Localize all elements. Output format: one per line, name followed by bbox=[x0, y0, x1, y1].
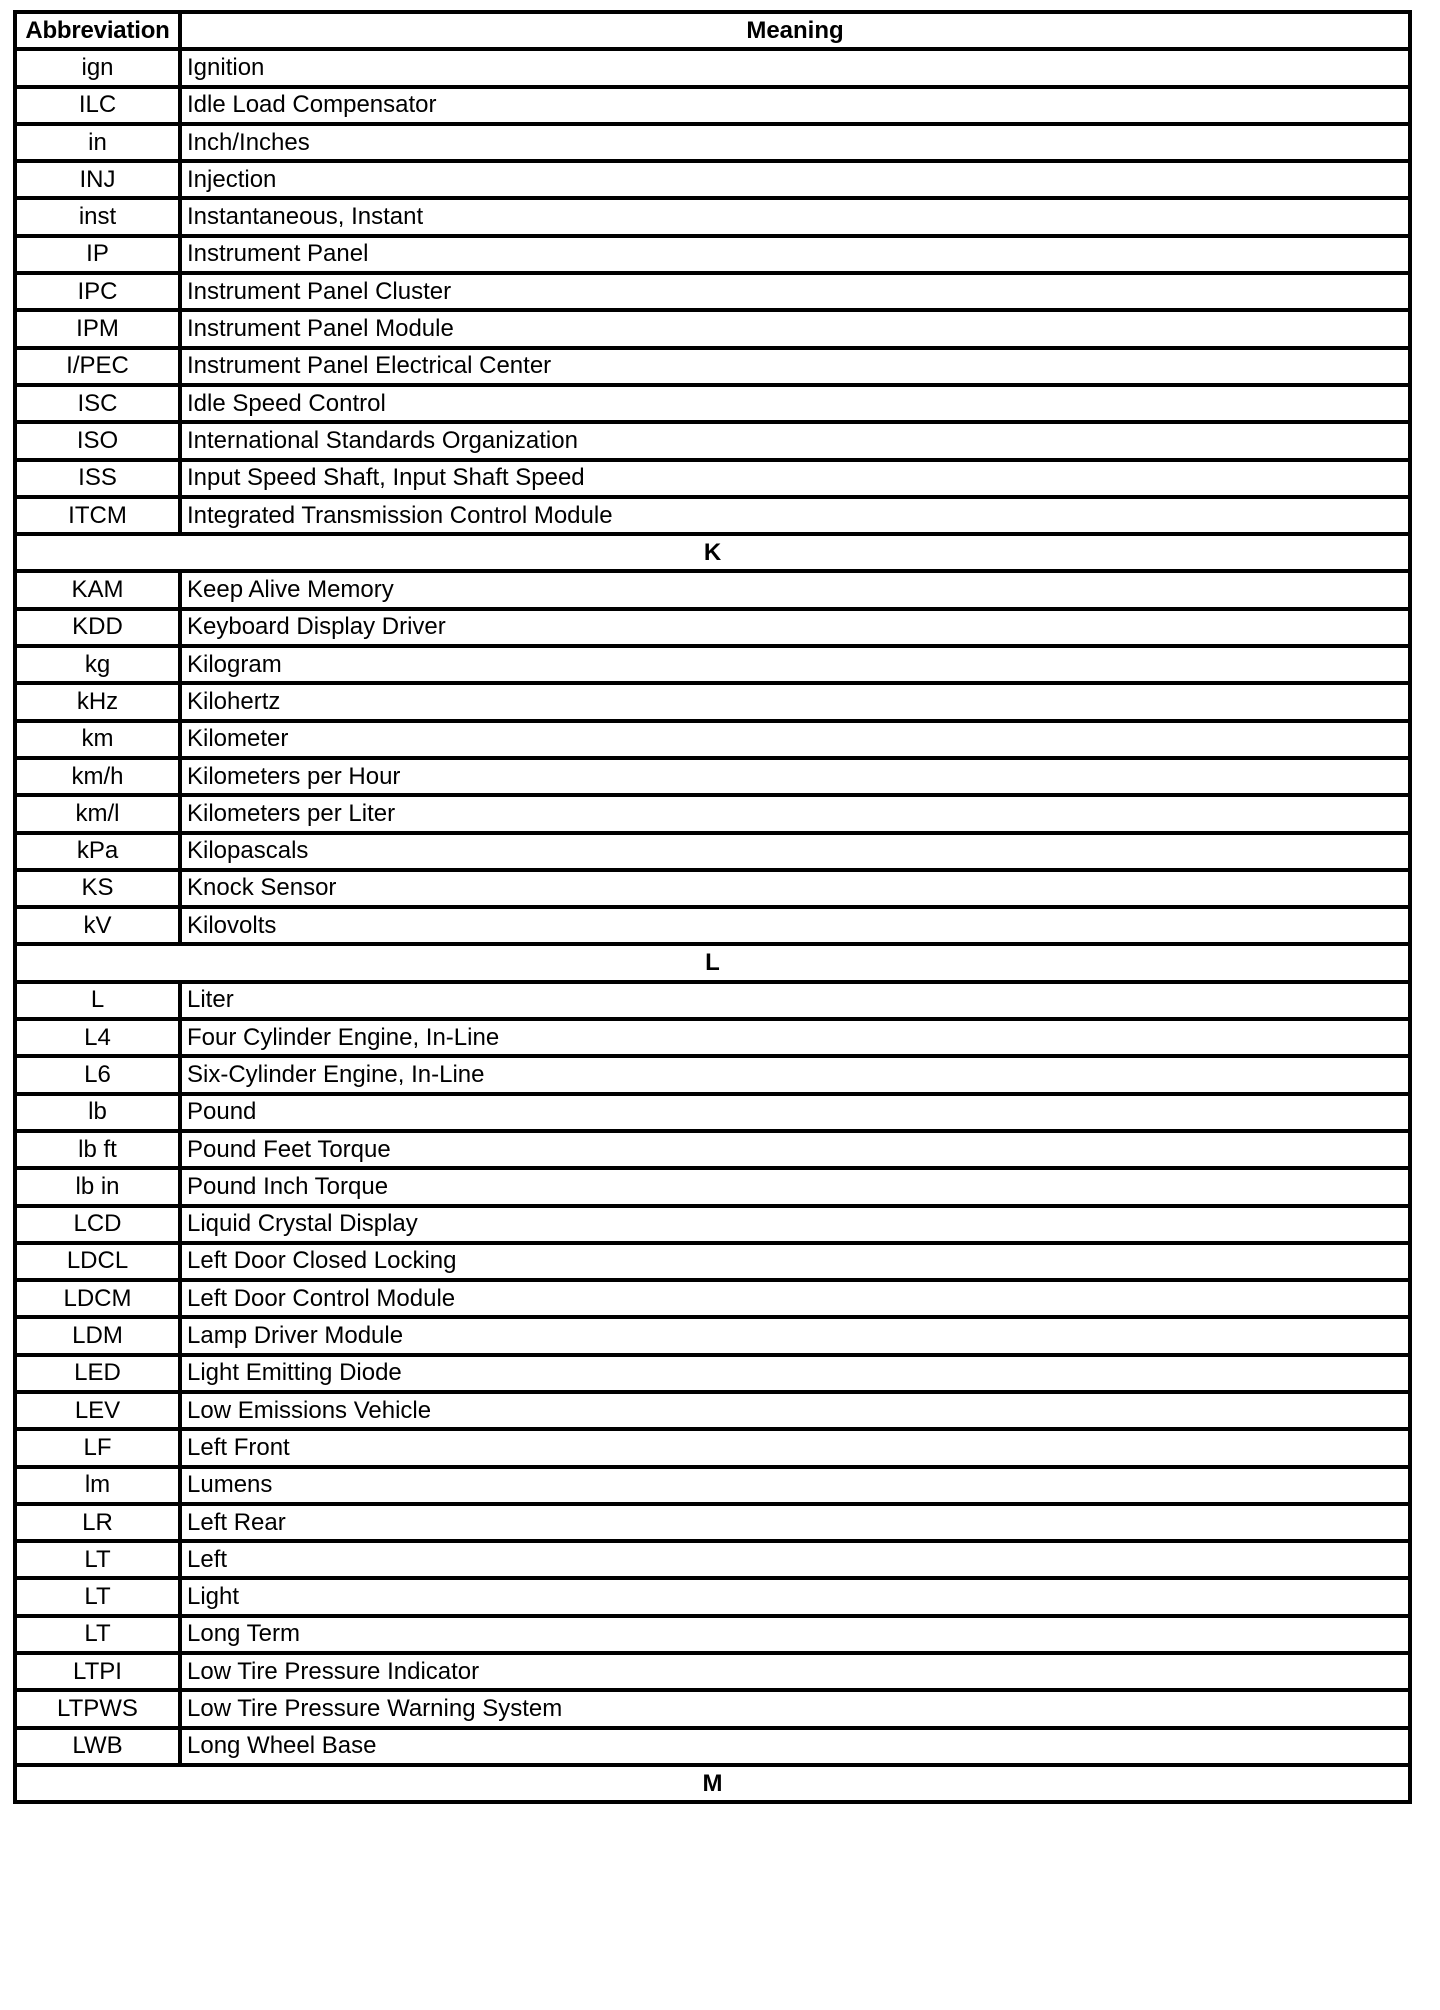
section-letter: L bbox=[15, 944, 1410, 981]
meaning-cell: Long Term bbox=[180, 1616, 1410, 1653]
table-row bbox=[15, 1094, 1410, 1131]
table-row bbox=[15, 87, 1410, 124]
table-row bbox=[15, 683, 1410, 720]
table-row bbox=[15, 758, 1410, 795]
abbreviation-cell: lb ft bbox=[15, 1131, 180, 1168]
abbreviation-cell: inst bbox=[15, 198, 180, 235]
abbreviation-cell: kHz bbox=[15, 683, 180, 720]
abbreviation-cell: L4 bbox=[15, 1019, 180, 1056]
meaning-cell: Left Door Closed Locking bbox=[180, 1243, 1410, 1280]
abbreviation-cell: INJ bbox=[15, 161, 180, 198]
meaning-cell: Kilometer bbox=[180, 721, 1410, 758]
abbreviation-cell: IPM bbox=[15, 310, 180, 347]
meaning-cell: Long Wheel Base bbox=[180, 1728, 1410, 1765]
table-row bbox=[15, 1056, 1410, 1093]
meaning-cell: Instantaneous, Instant bbox=[180, 198, 1410, 235]
table-row bbox=[15, 795, 1410, 832]
table-row bbox=[15, 571, 1410, 608]
meaning-cell: Instrument Panel Module bbox=[180, 310, 1410, 347]
abbreviation-cell: I/PEC bbox=[15, 348, 180, 385]
abbreviation-cell: ITCM bbox=[15, 497, 180, 534]
table-row bbox=[15, 236, 1410, 273]
abbreviation-cell: IP bbox=[15, 236, 180, 273]
table-row bbox=[15, 1429, 1410, 1466]
meaning-cell: Instrument Panel bbox=[180, 236, 1410, 273]
abbreviation-cell: LDM bbox=[15, 1317, 180, 1354]
meaning-cell: Six-Cylinder Engine, In-Line bbox=[180, 1056, 1410, 1093]
abbreviation-cell: L bbox=[15, 982, 180, 1019]
abbreviation-cell: LT bbox=[15, 1541, 180, 1578]
table-row bbox=[15, 870, 1410, 907]
section-row bbox=[15, 1765, 1410, 1802]
abbreviation-cell: in bbox=[15, 124, 180, 161]
table-row bbox=[15, 1317, 1410, 1354]
abbreviation-cell: km/h bbox=[15, 758, 180, 795]
meaning-cell: Input Speed Shaft, Input Shaft Speed bbox=[180, 460, 1410, 497]
meaning-cell: Left bbox=[180, 1541, 1410, 1578]
meaning-cell: Injection bbox=[180, 161, 1410, 198]
meaning-cell: Ignition bbox=[180, 49, 1410, 86]
table-row bbox=[15, 1578, 1410, 1615]
meaning-cell: Liter bbox=[180, 982, 1410, 1019]
abbreviation-cell: ISC bbox=[15, 385, 180, 422]
table-row bbox=[15, 310, 1410, 347]
abbreviation-cell: ign bbox=[15, 49, 180, 86]
meaning-cell: Keep Alive Memory bbox=[180, 571, 1410, 608]
meaning-cell: Lamp Driver Module bbox=[180, 1317, 1410, 1354]
table-row bbox=[15, 1392, 1410, 1429]
table-row bbox=[15, 1504, 1410, 1541]
table-row bbox=[15, 1206, 1410, 1243]
table-row bbox=[15, 1616, 1410, 1653]
meaning-cell: Integrated Transmission Control Module bbox=[180, 497, 1410, 534]
abbreviation-cell: LT bbox=[15, 1616, 180, 1653]
meaning-cell: Low Emissions Vehicle bbox=[180, 1392, 1410, 1429]
meaning-cell: Left Front bbox=[180, 1429, 1410, 1466]
meaning-cell: Light bbox=[180, 1578, 1410, 1615]
abbreviation-cell: LT bbox=[15, 1578, 180, 1615]
table-row bbox=[15, 1019, 1410, 1056]
table-row bbox=[15, 1168, 1410, 1205]
abbreviation-cell: kPa bbox=[15, 833, 180, 870]
abbreviation-cell: KDD bbox=[15, 609, 180, 646]
header-row bbox=[15, 12, 1410, 49]
abbreviation-cell: lb in bbox=[15, 1168, 180, 1205]
abbreviation-cell: kV bbox=[15, 907, 180, 944]
abbreviation-cell: KS bbox=[15, 870, 180, 907]
abbreviation-cell: ISO bbox=[15, 422, 180, 459]
abbreviation-cell: ISS bbox=[15, 460, 180, 497]
meaning-cell: Kilovolts bbox=[180, 907, 1410, 944]
table-row bbox=[15, 1467, 1410, 1504]
meaning-cell: Kilopascals bbox=[180, 833, 1410, 870]
table-row bbox=[15, 1653, 1410, 1690]
table-row bbox=[15, 348, 1410, 385]
abbreviation-cell: L6 bbox=[15, 1056, 180, 1093]
meaning-cell: International Standards Organization bbox=[180, 422, 1410, 459]
meaning-cell: Pound bbox=[180, 1094, 1410, 1131]
meaning-cell: Liquid Crystal Display bbox=[180, 1206, 1410, 1243]
table-row bbox=[15, 609, 1410, 646]
meaning-cell: Kilohertz bbox=[180, 683, 1410, 720]
section-letter: M bbox=[15, 1765, 1410, 1802]
abbreviation-cell: km bbox=[15, 721, 180, 758]
abbreviation-cell: LTPI bbox=[15, 1653, 180, 1690]
table-row bbox=[15, 124, 1410, 161]
abbreviation-cell: LWB bbox=[15, 1728, 180, 1765]
meaning-cell: Instrument Panel Electrical Center bbox=[180, 348, 1410, 385]
meaning-cell: Idle Load Compensator bbox=[180, 87, 1410, 124]
table-row bbox=[15, 1131, 1410, 1168]
meaning-cell: Low Tire Pressure Warning System bbox=[180, 1690, 1410, 1727]
table-row bbox=[15, 198, 1410, 235]
abbreviation-cell: LTPWS bbox=[15, 1690, 180, 1727]
abbreviation-cell: KAM bbox=[15, 571, 180, 608]
meaning-cell: Knock Sensor bbox=[180, 870, 1410, 907]
meaning-cell: Keyboard Display Driver bbox=[180, 609, 1410, 646]
abbreviation-cell: LED bbox=[15, 1355, 180, 1392]
table-row bbox=[15, 833, 1410, 870]
abbreviation-cell: LR bbox=[15, 1504, 180, 1541]
meaning-cell: Kilometers per Hour bbox=[180, 758, 1410, 795]
abbreviation-cell: lb bbox=[15, 1094, 180, 1131]
table-row bbox=[15, 1243, 1410, 1280]
abbreviation-cell: IPC bbox=[15, 273, 180, 310]
section-letter: K bbox=[15, 534, 1410, 571]
abbreviation-cell: LF bbox=[15, 1429, 180, 1466]
table-row bbox=[15, 497, 1410, 534]
meaning-cell: Left Rear bbox=[180, 1504, 1410, 1541]
abbreviation-cell: LDCM bbox=[15, 1280, 180, 1317]
header-abbreviation: Abbreviation bbox=[15, 12, 180, 49]
table-row bbox=[15, 1690, 1410, 1727]
table-row bbox=[15, 646, 1410, 683]
abbreviation-cell: lm bbox=[15, 1467, 180, 1504]
table-row bbox=[15, 422, 1410, 459]
meaning-cell: Low Tire Pressure Indicator bbox=[180, 1653, 1410, 1690]
meaning-cell: Pound Feet Torque bbox=[180, 1131, 1410, 1168]
meaning-cell: Instrument Panel Cluster bbox=[180, 273, 1410, 310]
table-row bbox=[15, 49, 1410, 86]
header-meaning: Meaning bbox=[180, 12, 1410, 49]
table-body bbox=[15, 49, 1410, 1802]
table-row bbox=[15, 1541, 1410, 1578]
table-row bbox=[15, 1280, 1410, 1317]
table-row bbox=[15, 907, 1410, 944]
abbreviations-table bbox=[13, 10, 1412, 1804]
table-row bbox=[15, 721, 1410, 758]
table-row bbox=[15, 385, 1410, 422]
abbreviation-cell: km/l bbox=[15, 795, 180, 832]
meaning-cell: Lumens bbox=[180, 1467, 1410, 1504]
meaning-cell: Idle Speed Control bbox=[180, 385, 1410, 422]
abbreviation-cell: kg bbox=[15, 646, 180, 683]
abbreviation-cell: LCD bbox=[15, 1206, 180, 1243]
table-row bbox=[15, 273, 1410, 310]
meaning-cell: Light Emitting Diode bbox=[180, 1355, 1410, 1392]
table-row bbox=[15, 1355, 1410, 1392]
meaning-cell: Kilometers per Liter bbox=[180, 795, 1410, 832]
table-row bbox=[15, 161, 1410, 198]
abbreviation-cell: LDCL bbox=[15, 1243, 180, 1280]
meaning-cell: Kilogram bbox=[180, 646, 1410, 683]
abbreviation-cell: LEV bbox=[15, 1392, 180, 1429]
section-row bbox=[15, 944, 1410, 981]
meaning-cell: Four Cylinder Engine, In-Line bbox=[180, 1019, 1410, 1056]
table-row bbox=[15, 460, 1410, 497]
meaning-cell: Pound Inch Torque bbox=[180, 1168, 1410, 1205]
abbreviation-cell: ILC bbox=[15, 87, 180, 124]
meaning-cell: Left Door Control Module bbox=[180, 1280, 1410, 1317]
table-row bbox=[15, 1728, 1410, 1765]
meaning-cell: Inch/Inches bbox=[180, 124, 1410, 161]
table-row bbox=[15, 982, 1410, 1019]
section-row bbox=[15, 534, 1410, 571]
